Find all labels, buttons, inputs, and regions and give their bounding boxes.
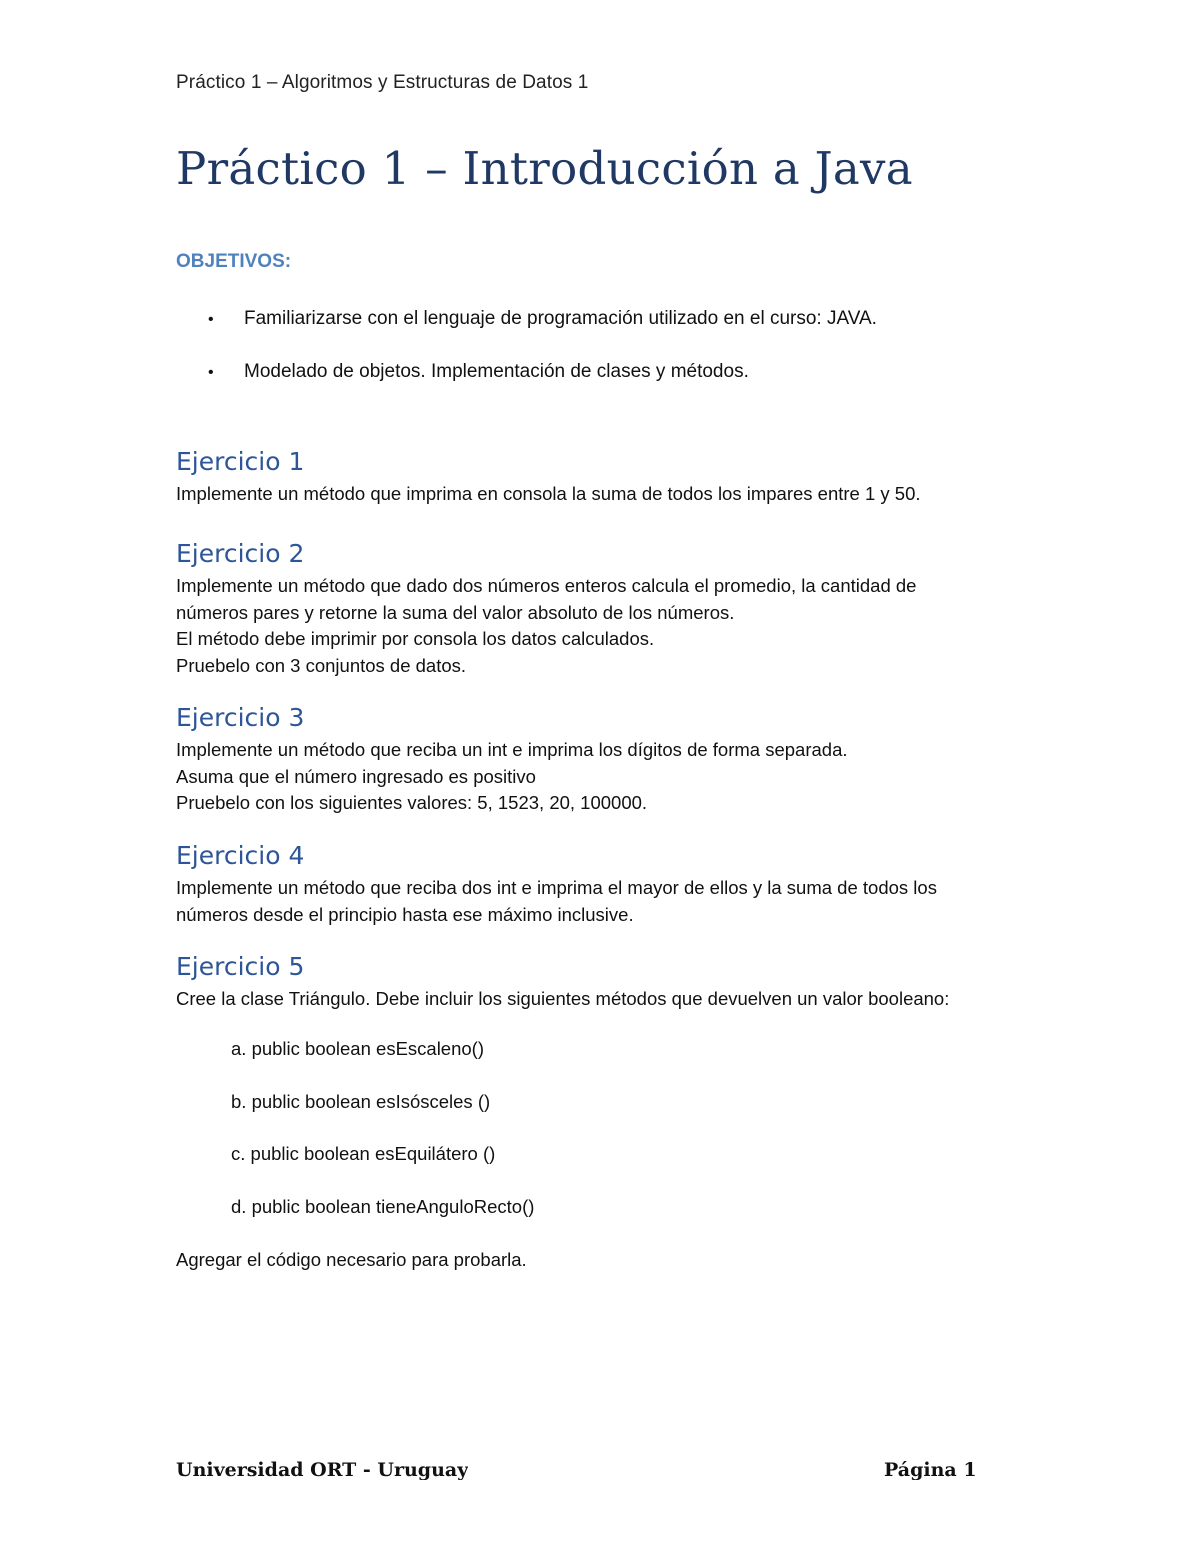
exercise-line: Implemente un método que reciba un int e imprima los dígitos de forma separada. xyxy=(176,739,848,760)
exercise-line: números pares y retorne la suma del valor absoluto de los números. xyxy=(176,601,735,623)
exercise-3 xyxy=(176,703,1036,817)
exercise-line: Implemente un método que reciba dos int e imprima el mayor de ellos y la suma de todos los xyxy=(176,877,937,898)
objective-text: Familiarizarse con el lenguaje de programación utilizado en el curso: JAVA. xyxy=(244,308,877,329)
bullet-icon: • xyxy=(208,364,214,381)
closing-instruction: Agregar el código necesario para probarla. xyxy=(176,1249,527,1270)
exercise-line: números desde el principio hasta ese máximo inclusive. xyxy=(176,903,634,925)
exercise-heading: Ejercicio 2 xyxy=(176,539,305,568)
objective-item xyxy=(208,361,749,383)
exercise-line: Cree la clase Triángulo. Debe incluir los siguientes métodos que devuelven un valor booleano: xyxy=(176,988,950,1009)
footer-page-number: Página 1 xyxy=(884,1459,977,1480)
objective-text: Modelado de objetos. Implementación de clases y métodos. xyxy=(244,361,749,382)
exercise-1 xyxy=(176,447,1036,508)
exercise-heading: Ejercicio 5 xyxy=(176,952,305,981)
running-header: Práctico 1 – Algoritmos y Estructuras de Datos 1 xyxy=(176,72,589,93)
objectives-heading: OBJETIVOS: xyxy=(176,251,292,272)
page-title: Práctico 1 – Introducción a Java xyxy=(176,142,913,195)
footer-institution: Universidad ORT - Uruguay xyxy=(176,1459,469,1480)
exercise-5 xyxy=(176,952,1036,1013)
exercise-heading: Ejercicio 3 xyxy=(176,703,305,732)
method-item: a. public boolean esEscaleno() xyxy=(231,1038,484,1059)
exercise-4 xyxy=(176,841,1036,928)
bullet-icon: • xyxy=(208,311,214,328)
exercise-line: Pruebelo con 3 conjuntos de datos. xyxy=(176,654,467,676)
exercise-line: Asuma que el número ingresado es positivo xyxy=(176,765,536,787)
exercise-line: Implemente un método que dado dos números enteros calcula el promedio, la cantidad de xyxy=(176,575,917,596)
exercise-heading: Ejercicio 1 xyxy=(176,447,305,476)
exercise-line: Pruebelo con los siguientes valores: 5, 1523, 20, 100000. xyxy=(176,792,648,813)
method-item: d. public boolean tieneAnguloRecto() xyxy=(231,1196,535,1217)
exercise-2 xyxy=(176,539,1036,679)
exercise-line: Implemente un método que imprima en consola la suma de todos los impares entre 1 y 50. xyxy=(176,483,921,504)
exercise-line: El método debe imprimir por consola los datos calculados. xyxy=(176,628,655,649)
method-item: b. public boolean esIsósceles () xyxy=(231,1091,491,1112)
method-item: c. public boolean esEquilátero () xyxy=(231,1143,496,1164)
exercise-heading: Ejercicio 4 xyxy=(176,841,305,870)
objective-item xyxy=(208,308,877,330)
